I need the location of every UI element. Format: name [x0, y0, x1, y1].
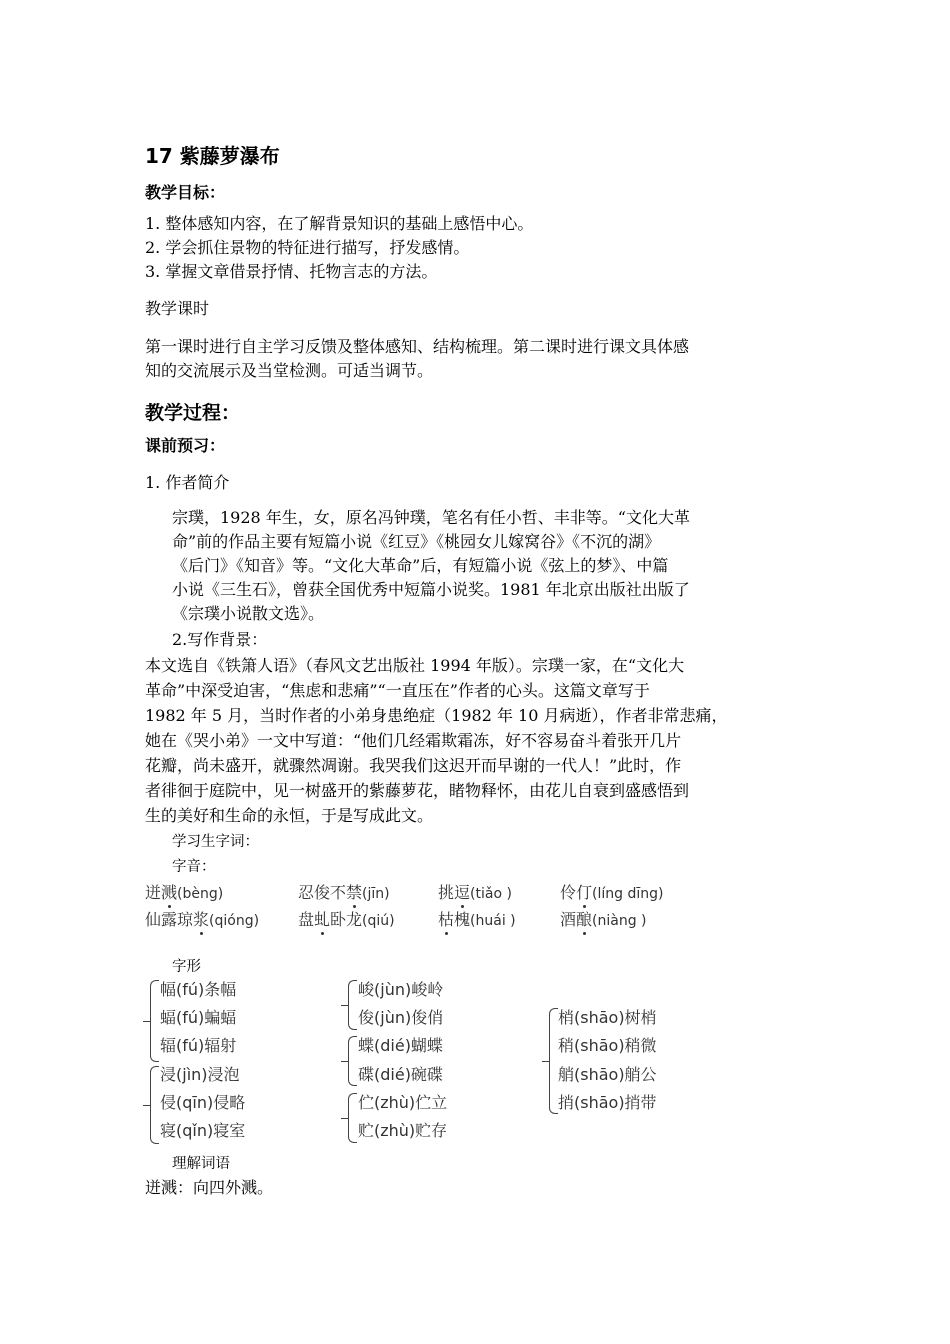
preview-heading: 课前预习： [145, 436, 226, 455]
brace [348, 1036, 357, 1086]
page-title: 17 紫藤萝瀑布 [145, 144, 280, 168]
form-item: 蝠(fú)蝙蝠 [160, 1008, 237, 1027]
form-item: 峻(jùn)峻岭 [358, 980, 444, 999]
background-line: 革命”中深受迫害，“焦虑和悲痛”“一直压在”作者的心头。这篇文章写于 [145, 681, 650, 700]
form-item: 浸(jìn)浸泡 [160, 1065, 240, 1084]
form-item: 寝(qǐn)寝室 [160, 1121, 246, 1140]
form-heading: 字形 [172, 959, 201, 975]
form-item: 梢(shāo)树梢 [558, 1008, 657, 1027]
author-line: 命”前的作品主要有短篇小说《红豆》《桃园女儿嫁窝谷》《不沉的湖》 [172, 532, 661, 551]
brace [348, 1093, 357, 1143]
pronunciation-item: 盘虬卧龙(qiú) [298, 910, 395, 929]
lesson-time-line: 知的交流展示及当堂检测。可适当调节。 [145, 361, 434, 380]
pronunciation-item: 忍俊不禁(jīn) [298, 883, 390, 902]
form-item: 侵(qīn)侵略 [160, 1093, 246, 1112]
pronunciation-item: 酒酿(niàng ) [560, 910, 647, 929]
form-item: 蝶(dié)蝴蝶 [358, 1036, 443, 1055]
author-line: 宗璞，1928 年生，女，原名冯钟璞，笔名有任小哲、丰非等。“文化大革 [172, 508, 690, 527]
author-line: 《宗璞小说散文选》。 [172, 604, 325, 623]
background-heading: 2.写作背景： [172, 630, 268, 649]
brace [150, 980, 159, 1062]
author-line: 《后门》《知音》等。“文化大革命”后，有短篇小说《弦上的梦》、中篇 [172, 556, 669, 575]
process-heading: 教学过程： [145, 402, 241, 424]
form-item: 捎(shāo)捎带 [558, 1093, 657, 1112]
pronunciation-heading: 字音： [172, 859, 216, 875]
background-line: 花瓣，尚未盛开，就骤然凋谢。我哭我们这迟开而早谢的一代人！”此时，作 [145, 756, 682, 775]
background-line: 者徘徊于庭院中，见一树盛开的紫藤萝花，睹物释怀，由花儿自衰到盛感悟到 [145, 781, 690, 800]
pronunciation-item: 迸溅(bèng) [145, 883, 224, 902]
form-item: 稍(shāo)稍微 [558, 1036, 657, 1055]
pronunciation-item: 枯槐(huái ) [438, 910, 516, 929]
meaning-heading: 理解词语 [172, 1156, 230, 1172]
author-line: 小说《三生石》，曾获全国优秀中短篇小说奖。1981 年北京出版社出版了 [172, 580, 690, 599]
brace [150, 1066, 159, 1144]
form-item: 俊(jùn)俊俏 [358, 1008, 444, 1027]
background-line: 她在《哭小弟》一文中写道：“他们几经霜欺霜冻，好不容易奋斗着张开几片 [145, 731, 682, 750]
background-line: 1982 年 5 月，当时作者的小弟身患绝症（1982 年 10 月病逝），作者非常悲痛， [145, 706, 728, 725]
form-item: 辐(fú)辐射 [160, 1036, 237, 1055]
form-item: 幅(fú)条幅 [160, 980, 237, 999]
objective-item: 2. 学会抓住景物的特征进行描写，抒发感情。 [145, 238, 470, 257]
pronunciation-item: 挑逗(tiǎo ) [438, 883, 512, 902]
objective-item: 3. 掌握文章借景抒情、托物言志的方法。 [145, 262, 438, 281]
lesson-time-line: 第一课时进行自主学习反馈及整体感知、结构梳理。第二课时进行课文具体感 [145, 337, 690, 356]
background-line: 生的美好和生命的永恒，于是写成此文。 [145, 806, 434, 825]
form-item: 碟(dié)碗碟 [358, 1065, 443, 1084]
background-line: 本文选自《铁箫人语》（春风文艺出版社 1994 年版）。宗璞一家，在“文化大 [145, 656, 685, 675]
pronunciation-item: 仙露琼浆(qióng) [145, 910, 260, 929]
meaning-line: 迸溅：向四外溅。 [145, 1178, 274, 1197]
form-item: 伫(zhù)伫立 [358, 1093, 448, 1112]
objectives-heading: 教学目标： [145, 183, 226, 202]
brace [348, 980, 357, 1030]
objective-item: 1. 整体感知内容，在了解背景知识的基础上感悟中心。 [145, 214, 534, 233]
vocab-heading: 学习生字词： [172, 834, 259, 850]
author-heading: 1. 作者简介 [145, 473, 230, 492]
lesson-time-heading: 教学课时 [145, 299, 210, 318]
form-item: 艄(shāo)艄公 [558, 1065, 657, 1084]
form-item: 贮(zhù)贮存 [358, 1121, 448, 1140]
pronunciation-item: 伶仃(líng dīng) [560, 883, 664, 902]
brace [549, 1008, 558, 1114]
